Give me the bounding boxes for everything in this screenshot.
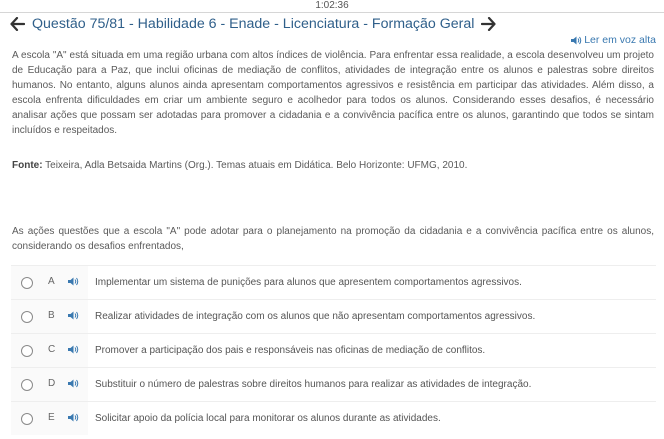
- next-arrow-icon[interactable]: [481, 17, 496, 31]
- speaker-icon: [571, 36, 582, 45]
- read-aloud-label: Ler em voz alta: [584, 34, 656, 46]
- radio-button[interactable]: [21, 345, 33, 357]
- option-b[interactable]: [11, 299, 656, 333]
- option-e[interactable]: [11, 401, 656, 435]
- timer: 1:02:36: [0, 0, 664, 13]
- option-text: Substituir o número de palestras sobre direitos humanos para realizar as atividades de integração.: [95, 379, 532, 390]
- option-text: Solicitar apoio da polícia local para monitorar os alunos durante as atividades.: [95, 413, 441, 424]
- read-aloud-button[interactable]: [571, 34, 656, 46]
- option-selector: [11, 300, 88, 333]
- question-source: [12, 158, 654, 173]
- option-a[interactable]: [11, 265, 656, 299]
- option-d[interactable]: [11, 367, 656, 401]
- option-selector: [11, 402, 88, 435]
- radio-button[interactable]: [21, 277, 33, 289]
- option-text: Implementar um sistema de punições para alunos que apresentem comportamentos agressivos.: [95, 277, 522, 288]
- option-text: Realizar atividades de integração com os alunos que não apresentam comportamentos agressivos.: [95, 311, 536, 322]
- option-selector: [11, 334, 88, 367]
- option-selector: [11, 368, 88, 401]
- radio-button[interactable]: [21, 413, 33, 425]
- question-text: A escola "A" está situada em uma região urbana com altos índices de violência. Para enfrentar essa realidade, a escola desenvolveu um projeto de Educação para a Paz, que inclui oficinas de mediação de conflitos, atividades de integração entre os alunos e palestras sobre direitos humanos. No entanto, alguns alunos ainda apresentam comportamentos agressivos e resistência em participar das atividades. Além disso, a escola enfrenta dificuldades em criar um ambiente seguro e acolhedor para todos os alunos. Considerando esses desafios, é necessário analisar ações que possam ser adotadas para promover a cidadania e a convivência pacífica entre os alunos, garantindo que todos se sintam incluídos e respeitados.: [12, 50, 654, 136]
- option-letter: E: [48, 412, 55, 423]
- option-letter: A: [48, 276, 55, 287]
- answer-options: [11, 265, 656, 435]
- speaker-icon[interactable]: [68, 277, 79, 286]
- page-title: Questão 75/81 - Habilidade 6 - Enade - Licenciatura - Formação Geral: [32, 16, 475, 32]
- source-text: Teixeira, Adla Betsaida Martins (Org.). Temas atuais em Didática. Belo Horizonte: UFMG, 2010.: [42, 160, 468, 171]
- option-letter: D: [48, 378, 56, 389]
- radio-button[interactable]: [21, 311, 33, 323]
- speaker-icon[interactable]: [68, 413, 79, 422]
- speaker-icon[interactable]: [68, 345, 79, 354]
- speaker-icon[interactable]: [68, 379, 79, 388]
- previous-arrow-icon[interactable]: [10, 17, 25, 31]
- question-navigation: [10, 15, 496, 33]
- source-label: Fonte:: [12, 160, 43, 171]
- speaker-icon[interactable]: [68, 311, 79, 320]
- radio-button[interactable]: [21, 379, 33, 391]
- option-text: Promover a participação dos pais e responsáveis nas oficinas de mediação de conflitos.: [95, 345, 486, 356]
- option-selector: [11, 266, 88, 299]
- option-letter: B: [48, 310, 55, 321]
- question-prompt: As ações questões que a escola "A" pode adotar para o planejamento na promoção da cidadania e a convivência pacífica entre os alunos, considerando os desafios enfrentados,: [12, 226, 654, 252]
- option-letter: C: [48, 344, 56, 355]
- option-c[interactable]: [11, 333, 656, 367]
